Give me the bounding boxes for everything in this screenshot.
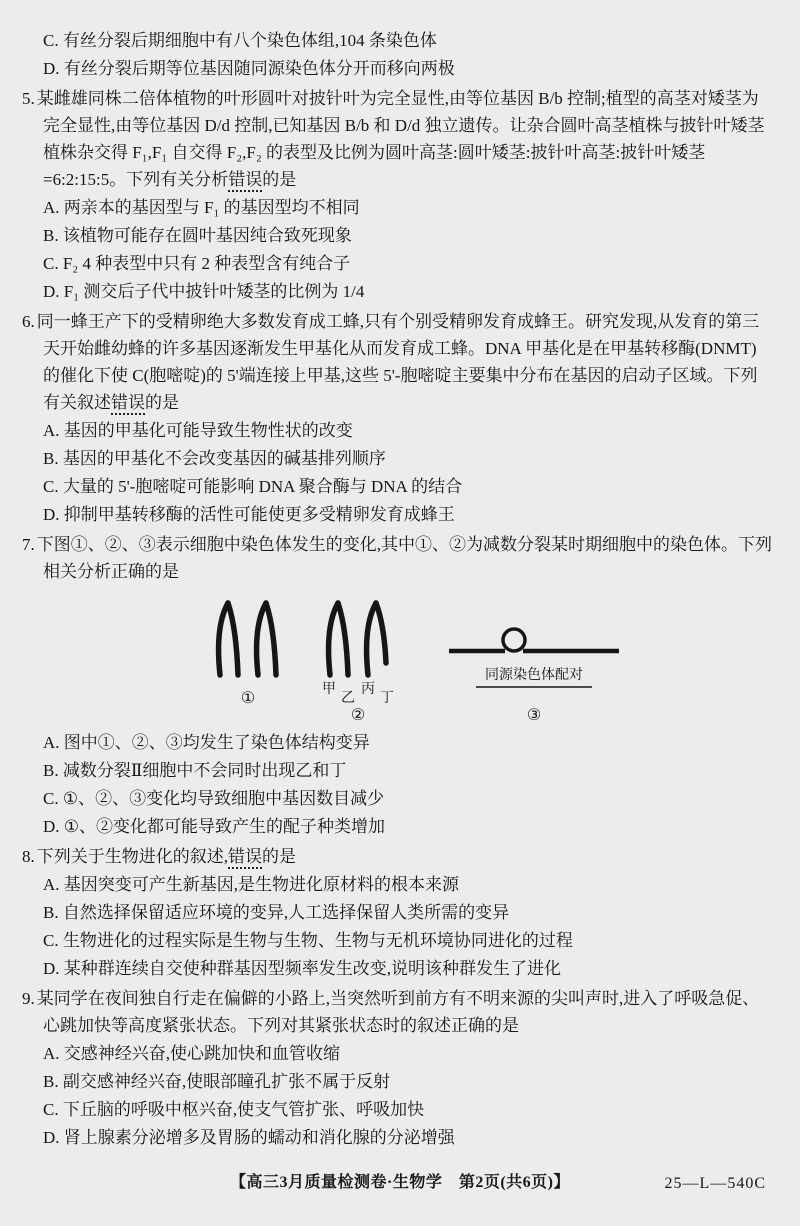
question-9 bbox=[22, 985, 772, 1151]
question-number: 6. bbox=[22, 312, 35, 331]
option-text: B. 副交感神经兴奋,使眼部瞳孔扩张不属于反射 bbox=[43, 1072, 391, 1091]
stem-text: 同一蜂王产下的受精卵绝大多数发育成工蜂,只有个别受精卵发育成蜂王。研究发现,从发育的第三天开始雌幼蜂的许多基因逐渐发生甲基化从而发育成工蜂。DNA 甲基化是在甲基转移酶(DNMT)的催化下使 C(胞嘧啶)的 5'端连接上甲基,这些 5'-胞嘧啶主要集中分布在基因的启动子区域。下列有关叙述 bbox=[36, 312, 760, 412]
figure-label-3: ③ bbox=[526, 707, 542, 723]
question-number: 7. bbox=[22, 535, 35, 554]
chromosome-diagram bbox=[204, 591, 634, 723]
option-text: C. ①、②、③变化均导致细胞中基因数目减少 bbox=[43, 789, 385, 808]
option-text: D. 肾上腺素分泌增多及胃肠的蠕动和消化腺的分泌增强 bbox=[43, 1128, 455, 1147]
footer-code: 25—L—540C bbox=[664, 1175, 766, 1192]
option-text: C. F₂ 4 种表型中只有 2 种表型含有纯合子 bbox=[43, 254, 351, 273]
figure-label-1: ① bbox=[240, 690, 256, 707]
stem-text: 下图①、②、③表示细胞中染色体发生的变化,其中①、②为减数分裂某时期细胞中的染色体。下列相关分析正确的是 bbox=[36, 535, 772, 581]
question-number: 5. bbox=[22, 89, 35, 108]
stem-text: 下列关于生物进化的叙述, bbox=[36, 847, 228, 866]
bivalent-pair-icon bbox=[219, 603, 276, 675]
question-stem bbox=[22, 531, 772, 585]
option-text: B. 基因的甲基化不会改变基因的碱基排列顺序 bbox=[43, 449, 386, 468]
question-8 bbox=[22, 843, 772, 982]
option-text: A. 图中①、②、③均发生了染色体结构变异 bbox=[43, 733, 370, 752]
question-6 bbox=[22, 308, 772, 528]
option-text: C. 大量的 5'-胞嘧啶可能影响 DNA 聚合酶与 DNA 的结合 bbox=[43, 477, 463, 496]
option-text: B. 减数分裂Ⅱ细胞中不会同时出现乙和丁 bbox=[43, 761, 347, 780]
option-text: B. 自然选择保留适应环境的变异,人工选择保留人类所需的变异 bbox=[43, 903, 510, 922]
question-number: 8. bbox=[22, 847, 35, 866]
chromosome-rods-icon bbox=[329, 603, 386, 675]
option-text: A. 交感神经兴奋,使心跳加快和血管收缩 bbox=[43, 1044, 341, 1063]
question-number: 9. bbox=[22, 989, 35, 1008]
rod-label-ding: 丁 bbox=[380, 691, 394, 706]
option-text: B. 该植物可能存在圆叶基因纯合致死现象 bbox=[43, 226, 352, 245]
rod-label-yi: 乙 bbox=[341, 691, 355, 706]
option-text: D. ①、②变化都可能导致产生的配子种类增加 bbox=[43, 817, 386, 836]
option-text: C. 下丘脑的呼吸中枢兴奋,使支气管扩张、呼吸加快 bbox=[43, 1100, 425, 1119]
footer-title: 【高三3月质量检测卷·生物学 第2页(共6页)】 bbox=[230, 1174, 570, 1191]
option-text: C. 有丝分裂后期细胞中有八个染色体组,104 条染色体 bbox=[43, 31, 437, 50]
option-text: C. 生物进化的过程实际是生物与生物、生物与无机环境协同进化的过程 bbox=[43, 931, 573, 950]
stem-text-post: 的是 bbox=[262, 847, 296, 866]
paired-homologs-loop-icon bbox=[449, 629, 619, 651]
stem-text-post: 的是 bbox=[145, 393, 179, 412]
option-text: D. 某种群连续自交使种群基因型频率发生改变,说明该种群发生了进化 bbox=[43, 959, 562, 978]
rod-label-bing: 丙 bbox=[361, 682, 375, 697]
stem-text: 某同学在夜间独自行走在偏僻的小路上,当突然听到前方有不明来源的尖叫声时,进入了呼吸急促、心跳加快等高度紧张状态。下列对其紧张状态时的叙述正确的是 bbox=[36, 989, 760, 1035]
pairing-caption: 同源染色体配对 bbox=[485, 668, 583, 683]
question-4-partial bbox=[22, 27, 772, 82]
option-text: D. 有丝分裂后期等位基因随同源染色体分开而移向两极 bbox=[43, 59, 455, 78]
option-text: D. F₁ 测交后子代中披针叶矮茎的比例为 1/4 bbox=[43, 282, 365, 301]
option-text: D. 抑制甲基转移酶的活性可能使更多受精卵发育成蜂王 bbox=[43, 505, 455, 524]
question-stem bbox=[22, 843, 772, 870]
chromosome-figure bbox=[204, 591, 772, 723]
question-stem bbox=[22, 308, 772, 416]
figure-label-2: ② bbox=[350, 707, 366, 723]
page-footer bbox=[0, 1169, 800, 1196]
rod-label-jia: 甲 bbox=[322, 682, 336, 697]
question-stem bbox=[22, 85, 772, 193]
emphasis-wrong: 错误 bbox=[228, 847, 262, 869]
question-5 bbox=[22, 85, 772, 305]
stem-text: 某雌雄同株二倍体植物的叶形圆叶对披针叶为完全显性,由等位基因 B/b 控制;植型的高茎对矮茎为完全显性,由等位基因 D/d 控制,已知基因 B/b 和 D/d 独立遗传。让杂合圆叶高茎植株与披针叶矮茎植株杂交得 F₁,F₁ 自交得 F₂,F₂ 的表型及比例为圆叶高茎:圆叶矮茎:披针叶高茎:披针叶矮茎=6:2:15:5。下列有关分析 bbox=[36, 89, 765, 189]
option-text: A. 基因突变可产生新基因,是生物进化原材料的根本来源 bbox=[43, 875, 460, 894]
question-stem bbox=[22, 985, 772, 1039]
emphasis-wrong: 错误 bbox=[228, 170, 262, 192]
stem-text-post: 的是 bbox=[262, 170, 297, 189]
question-7 bbox=[22, 531, 772, 840]
option-text: A. 两亲本的基因型与 F₁ 的基因型均不相同 bbox=[43, 198, 360, 217]
option-text: A. 基因的甲基化可能导致生物性状的改变 bbox=[43, 421, 353, 440]
emphasis-wrong: 错误 bbox=[111, 393, 145, 415]
